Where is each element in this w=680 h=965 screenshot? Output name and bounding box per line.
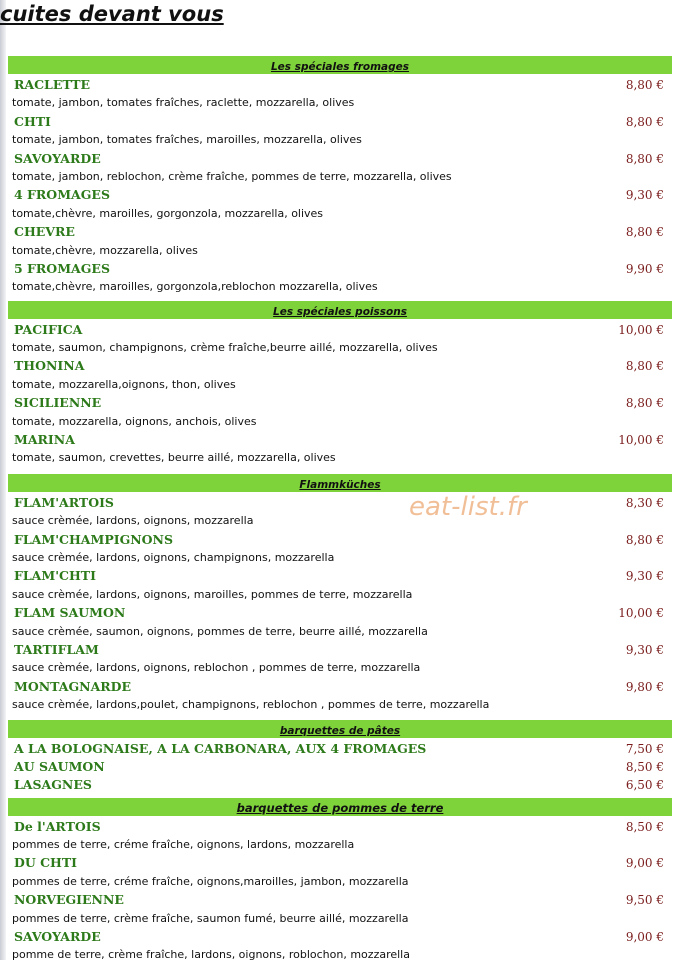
menu-item-marina: [8, 431, 672, 468]
page-header-title: cuites devant vous: [0, 2, 224, 26]
item-name: 4 FROMAGES: [14, 187, 110, 203]
item-description: pommes de terre, créme fraîche, oignons,maroilles, jambon, mozzarella: [12, 874, 409, 888]
item-price: 8,30 €: [625, 495, 664, 510]
item-price: 10,00 €: [618, 322, 664, 337]
item-price: 9,90 €: [625, 261, 664, 276]
item-price: 8,80 €: [625, 225, 664, 240]
item-description: tomate,chèvre, maroilles, gorgonzola,reblochon mozzarella, olives: [12, 280, 378, 294]
item-name: FLAM'CHTI: [14, 568, 96, 584]
item-price: 9,50 €: [625, 893, 664, 908]
menu-item-lasagnes: [8, 776, 672, 794]
item-description: tomate, jambon, reblochon, crème fraîche, pommes de terre, mozzarella, olives: [12, 169, 452, 183]
menu-item-de-l-artois: [8, 818, 672, 855]
item-name: SAVOYARDE: [14, 929, 101, 945]
menu-item-sicilienne: [8, 394, 672, 431]
item-price: 7,50 €: [625, 741, 664, 756]
item-name: A LA BOLOGNAISE, A LA CARBONARA, AUX 4 FROMAGES: [14, 740, 427, 756]
menu-item-pates-classiques: [8, 740, 672, 758]
item-price: 9,30 €: [625, 642, 664, 657]
item-name: LASAGNES: [14, 777, 92, 793]
menu-item-thonina: [8, 357, 672, 394]
item-price: 8,80 €: [625, 396, 664, 411]
item-description: sauce crèmée, lardons, oignons, reblochon , pommes de terre, mozzarella: [12, 661, 421, 675]
section-title: barquettes de pâtes: [279, 724, 401, 737]
item-price: 8,80 €: [625, 78, 664, 92]
menu-item-flam-artois: [8, 494, 672, 531]
section-header-fromages: [8, 56, 672, 74]
menu-item-4-fromages: [8, 186, 672, 223]
item-name: AU SAUMON: [14, 758, 105, 774]
item-name: RACLETTE: [14, 77, 91, 92]
section-title: Les spéciales fromages: [270, 61, 409, 73]
item-price: 9,80 €: [625, 679, 664, 694]
item-name: FLAM SAUMON: [14, 605, 126, 621]
section-header-pommes-de-terre: [8, 798, 672, 816]
menu-item-montagnarde: [8, 678, 672, 715]
item-description: sauce crèmée, saumon, oignons, pommes de terre, beurre aillé, mozzarella: [12, 624, 428, 638]
item-name: MONTAGNARDE: [14, 678, 132, 694]
item-name: FLAM'CHAMPIGNONS: [14, 531, 174, 547]
item-description: pommes de terre, créme fraîche, oignons, lardons, mozzarella: [12, 838, 355, 852]
item-price: 9,30 €: [625, 188, 664, 203]
item-name: NORVEGIENNE: [14, 892, 124, 908]
item-name: SICILIENNE: [14, 395, 102, 411]
item-price: 8,80 €: [625, 359, 664, 374]
menu-item-chevre: [8, 223, 672, 260]
menu-item-5-fromages: [8, 260, 672, 297]
item-description: sauce crèmée, lardons,poulet, champignons, reblochon , pommes de terre, mozzarella: [12, 698, 490, 712]
item-description: tomate,chèvre, mozzarella, olives: [12, 243, 198, 257]
item-price: 8,80 €: [625, 532, 664, 547]
menu-item-flam-saumon: [8, 604, 672, 641]
menu-item-norvegienne: [8, 891, 672, 928]
item-price: 8,50 €: [625, 759, 664, 774]
section-title: Flammküches: [299, 478, 381, 491]
item-description: tomate, jambon, tomates fraîches, raclette, mozzarella, olives: [12, 96, 355, 110]
item-description: pommes de terre, crème fraîche, saumon fumé, beurre aillé, mozzarella: [12, 911, 409, 925]
item-name: CHEVRE: [14, 224, 75, 240]
section-header-flammkuches: [8, 474, 672, 492]
item-name: TARTIFLAM: [14, 641, 99, 657]
menu-item-chti: [8, 113, 672, 150]
menu-item-tartiflam: [8, 641, 672, 678]
item-name: 5 FROMAGES: [14, 260, 110, 276]
page-edge-shadow: [0, 0, 6, 960]
item-price: 8,50 €: [625, 819, 664, 834]
item-name: PACIFICA: [14, 321, 83, 337]
item-description: pomme de terre, crème fraîche, lardons, oignons, roblochon, mozzarella: [12, 948, 410, 962]
menu-item-du-chti: [8, 854, 672, 891]
menu-item-pates-saumon: [8, 758, 672, 776]
section-title: Les spéciales poissons: [273, 305, 407, 318]
item-price: 9,30 €: [625, 569, 664, 584]
watermark-text: eat-list.fr: [409, 492, 527, 522]
item-description: tomate, saumon, crevettes, beurre aillé, mozzarella, olives: [12, 451, 336, 465]
item-name: FLAM'ARTOIS: [14, 494, 114, 510]
item-price: 10,00 €: [618, 606, 664, 621]
menu-item-savoyarde-pdt: [8, 928, 672, 965]
item-description: tomate, mozzarella, oignons, anchois, olives: [12, 414, 257, 428]
menu-item-pacifica: [8, 321, 672, 358]
item-description: tomate,chèvre, maroilles, gorgonzola, mozzarella, olives: [12, 206, 324, 220]
menu-item-raclette: [8, 76, 672, 113]
section-header-poissons: [8, 301, 672, 319]
section-header-pates: [8, 720, 672, 738]
menu-list: [8, 56, 672, 965]
item-price: 8,80 €: [625, 151, 664, 166]
item-name: SAVOYARDE: [14, 150, 101, 166]
menu-item-savoyarde: [8, 150, 672, 187]
item-description: sauce crèmée, lardons, oignons, mozzarella: [12, 514, 254, 528]
item-name: MARINA: [14, 432, 75, 448]
item-price: 6,50 €: [625, 778, 664, 793]
item-price: 9,00 €: [625, 856, 664, 871]
item-description: tomate, mozzarella,oignons, thon, olives: [12, 377, 236, 391]
item-price: 8,80 €: [625, 114, 664, 129]
item-name: De l'ARTOIS: [14, 818, 101, 834]
item-description: tomate, jambon, tomates fraîches, maroilles, mozzarella, olives: [12, 133, 362, 147]
item-name: THONINA: [14, 358, 85, 374]
item-name: CHTI: [14, 113, 51, 129]
item-name: DU CHTI: [14, 855, 78, 871]
item-price: 9,00 €: [625, 930, 664, 945]
item-description: tomate, saumon, champignons, crème fraîche,beurre aillé, mozzarella, olives: [12, 341, 438, 355]
item-description: sauce crèmée, lardons, oignons, champignons, mozzarella: [12, 550, 335, 564]
section-title: barquettes de pommes de terre: [236, 800, 444, 815]
item-price: 10,00 €: [618, 433, 664, 448]
item-description: sauce crèmée, lardons, oignons, maroilles, pommes de terre, mozzarella: [12, 587, 413, 601]
menu-item-flam-chti: [8, 567, 672, 604]
menu-item-flam-champignons: [8, 531, 672, 568]
